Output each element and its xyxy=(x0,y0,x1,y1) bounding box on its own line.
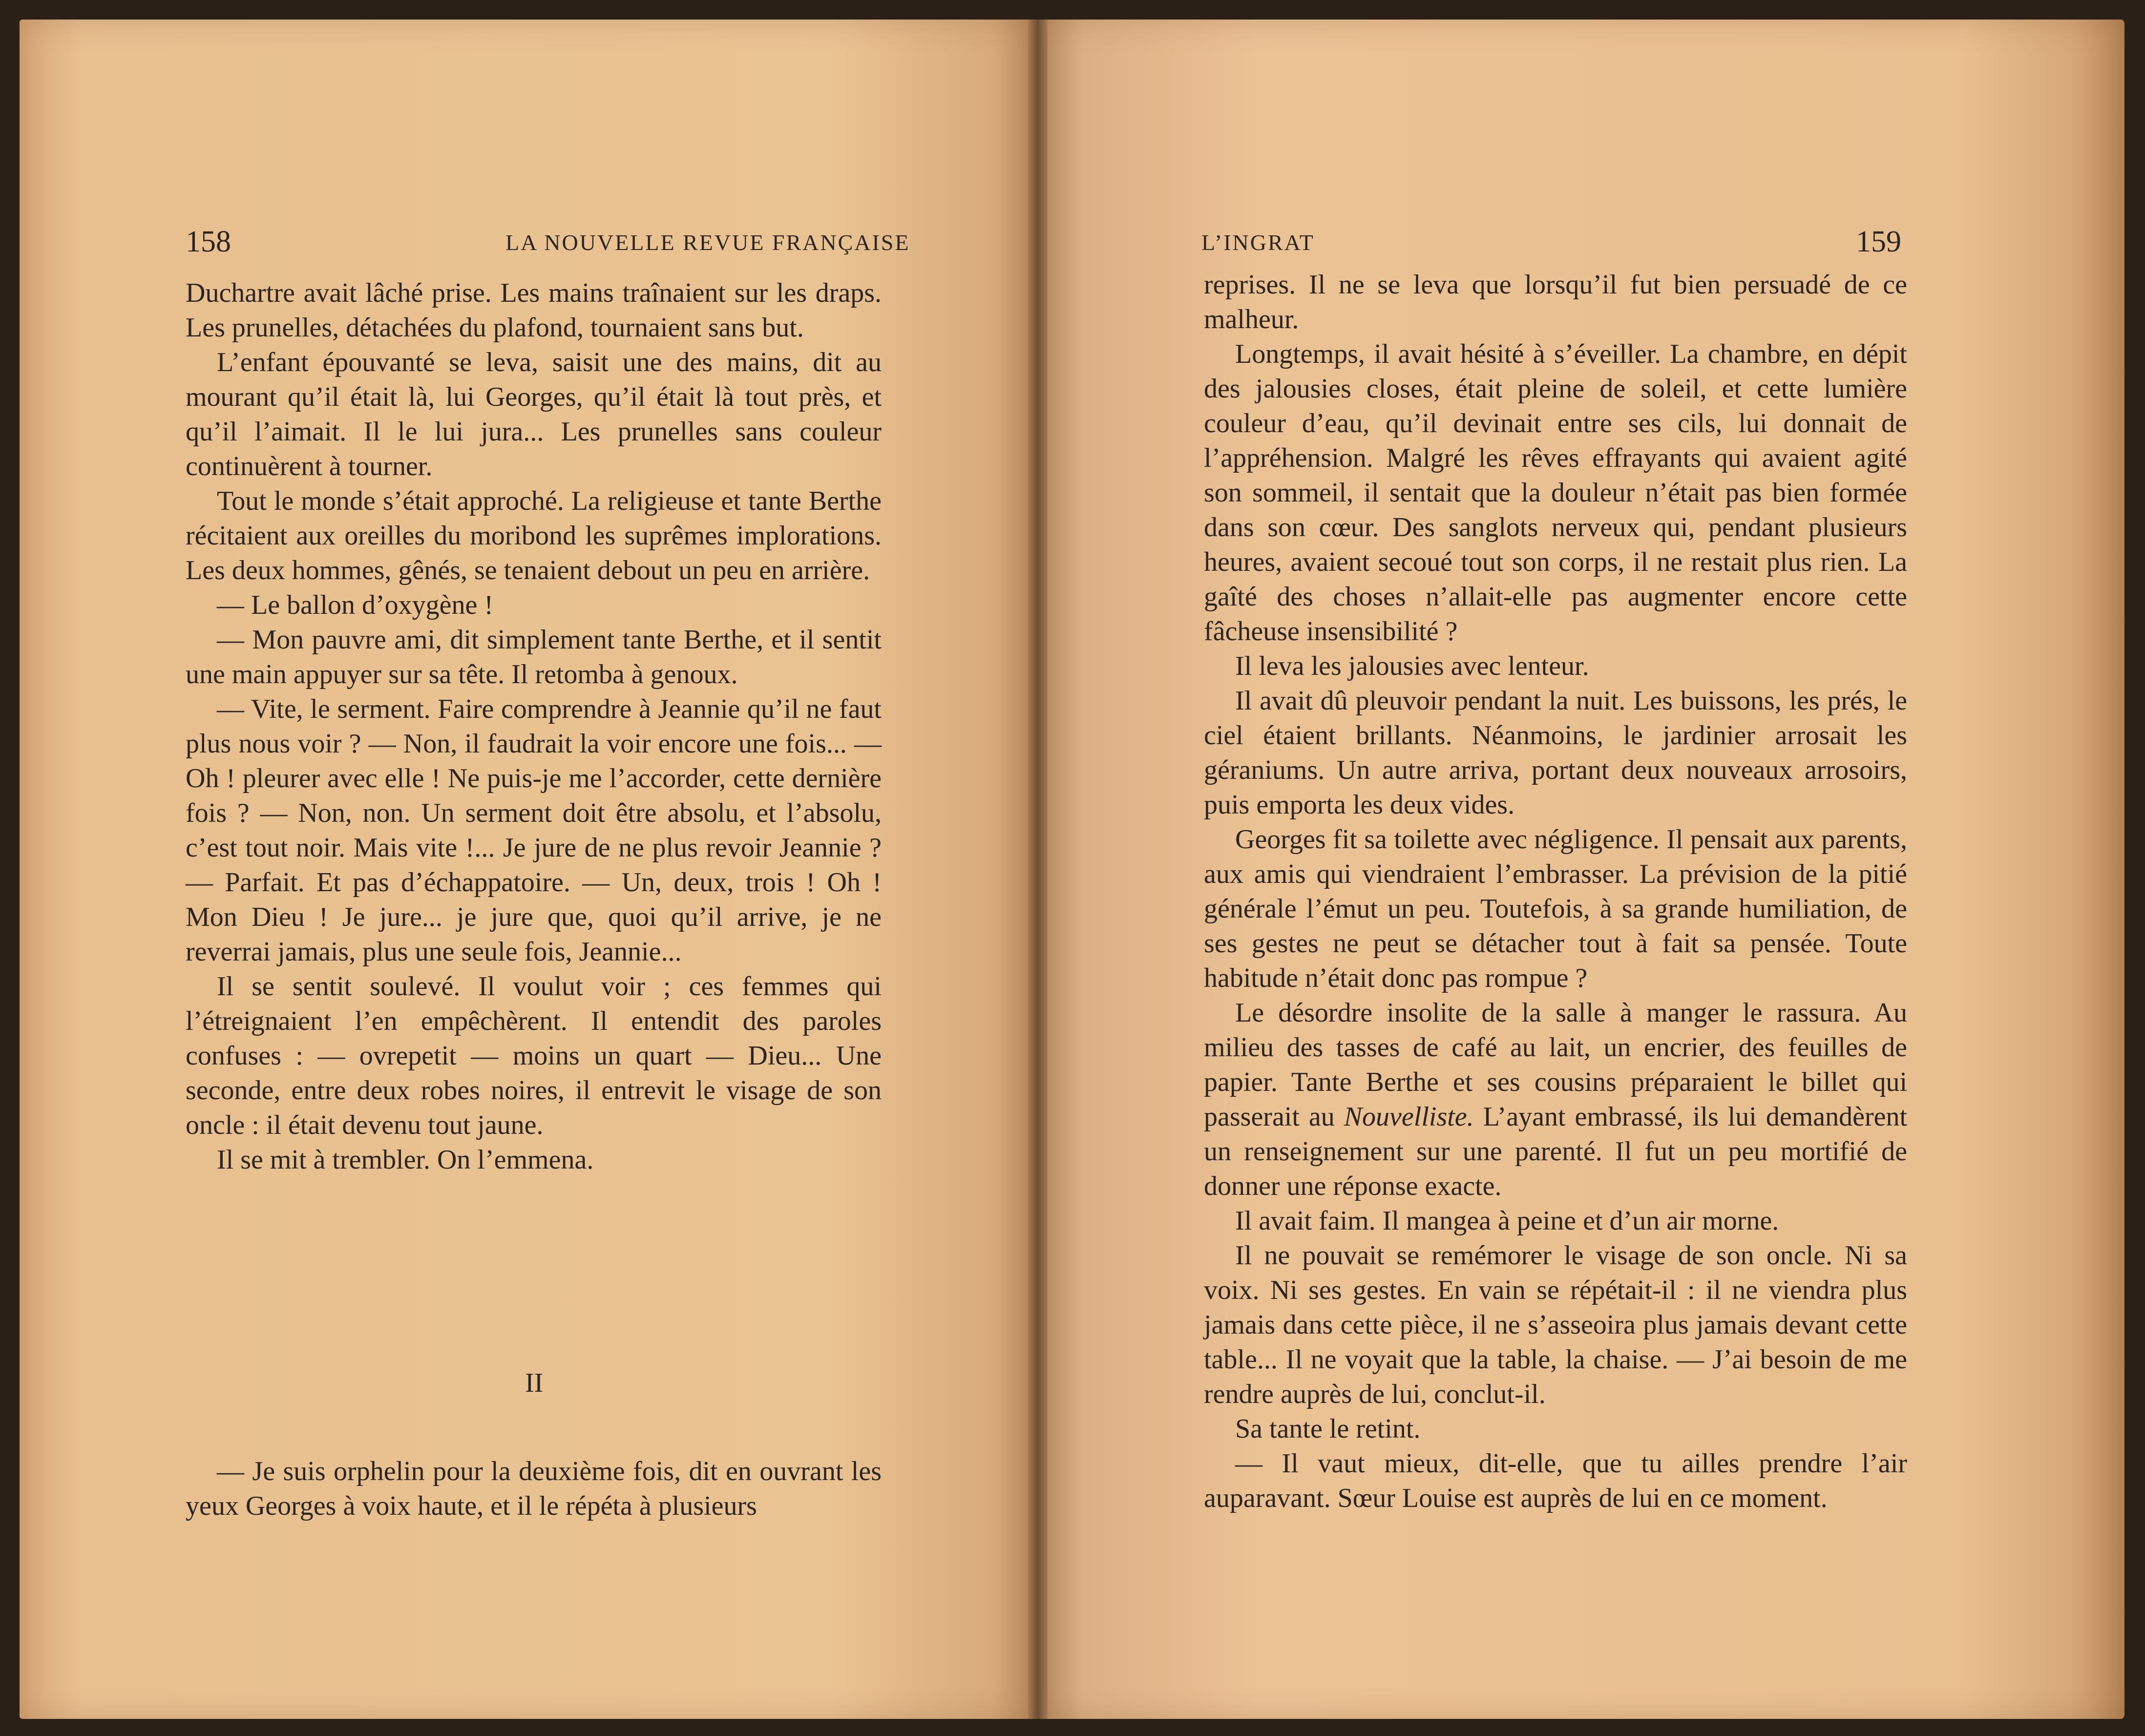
paragraph: Il se sentit soulevé. Il voulut voir ; ces femmes qui l’étreignaient l’en empêchèrent. Il entendit des paroles confuses : — ovrepetit — moins un quart — Dieu... Une seconde, entre deux robes noires, il entrevit le visage de son oncle : il était devenu tout jaune. xyxy=(186,971,882,1140)
book-gutter xyxy=(1028,20,1048,1719)
paragraph: Il ne pouvait se remémorer le visage de son oncle. Ni sa voix. Ni ses gestes. En vain se répétait-il : il ne viendra plus jamais dans cette pièce, il ne s’asseoira plus jamais devant cette table... Il ne voyait que la table, la chaise. — J’ai besoin de me rendre auprès de lui, conclut-il. xyxy=(1204,1240,1907,1409)
paragraph xyxy=(1204,996,1907,1204)
text-span: Le désordre insolite de la salle à manger le rassura. Au milieu des tasses de café au lait, un encrier, des feuilles de papier. Tante Berthe et ses cousins préparaient le billet qui passerait au xyxy=(1204,998,1907,1132)
paragraph: — Le ballon d’oxygène ! xyxy=(217,590,494,620)
section-title: II xyxy=(525,1368,544,1398)
paragraph: Sa tante le retint. xyxy=(1235,1414,1421,1444)
paragraph: Il se mit à trembler. On l’emmena. xyxy=(217,1145,594,1175)
paragraph: — Mon pauvre ami, dit simplement tante Berthe, et il sentit une main appuyer sur sa tête. Il retomba à genoux. xyxy=(186,625,882,690)
paragraph: Duchartre avait lâché prise. Les mains traînaient sur les draps. Les prunelles, détachées du plafond, tournaient sans but. xyxy=(186,278,882,343)
paragraph: — Vite, le serment. Faire comprendre à Jeannie qu’il ne faut plus nous voir ? — Non, il faudrait la voir encore une fois... — Oh ! pleurer avec elle ! Ne puis-je me l’accorder, cette dernière fois ? — Non, non. Un serment doit être absolu, et l’absolu, c’est tout noir. Mais vite !... Je jure de ne plus revoir Jeannie ? — Parfait. Et pas d’échappatoire. — Un, deux, trois ! Oh ! Mon Dieu ! Je jure... je jure que, quoi qu’il arrive, je ne reverrai jamais, plus une seule fois, Jeannie... xyxy=(186,694,882,967)
paragraph: — Il vaut mieux, dit-elle, que tu ailles prendre l’air auparavant. Sœur Louise est auprès de lui en ce moment. xyxy=(1204,1448,1907,1513)
paragraph: Georges fit sa toilette avec négligence. Il pensait aux parents, aux amis qui viendraient l’embrasser. La prévision de la pitié générale l’émut un peu. Toutefois, à sa grande humiliation, de ses gestes ne peut se détacher tout à fait sa pensée. Toute habitude n’était donc pas rompue ? xyxy=(1204,824,1907,993)
running-head-left: LA NOUVELLE REVUE FRANÇAISE xyxy=(505,230,910,255)
left-page-text xyxy=(186,276,882,1177)
paragraph: Longtemps, il avait hésité à s’éveiller. La chambre, en dépit des jalousies closes, était pleine de soleil, et cette lumière couleur d’eau, qu’il devinait entre ses cils, lui donnait de l’appréhension. Malgré les rêves effrayants qui avaient agité son sommeil, il sentait que la douleur n’était pas bien formée dans son cœur. Des sanglots nerveux qui, pendant plusieurs heures, avaient secoué tout son corps, il ne restait plus rien. La gaîté des choses n’allait-elle pas augmenter encore cette fâcheuse insensibilité ? xyxy=(1204,339,1907,647)
italic-title: Nouvelliste. xyxy=(1344,1102,1474,1132)
paragraph: — Je suis orphelin pour la deuxième fois, dit en ouvrant les yeux Georges à voix haute, et il le répéta à plusieurs xyxy=(186,1456,882,1521)
page-number-left: 158 xyxy=(186,225,231,258)
paragraph: Tout le monde s’était approché. La religieuse et tante Berthe récitaient aux oreilles du moribond les suprêmes implorations. Les deux hommes, gênés, se tenaient debout un peu en arrière. xyxy=(186,486,882,586)
paragraph: L’enfant épouvanté se leva, saisit une des mains, dit au mourant qu’il était là, lui Georges, qu’il était là tout près, et qu’il l’aimait. Il le lui jura... Les prunelles sans couleur continuèrent à tourner. xyxy=(186,347,882,481)
paragraph: Il avait faim. Il mangea à peine et d’un air morne. xyxy=(1235,1206,1779,1236)
paragraph: Il avait dû pleuvoir pendant la nuit. Les buissons, les prés, le ciel étaient brillants. Néanmoins, le jardinier arrosait les géraniums. Un autre arriva, portant deux nouveaux arrosoirs, puis emporta les deux vides. xyxy=(1204,686,1907,820)
running-head-right: L’INGRAT xyxy=(1201,230,1315,255)
right-page-text xyxy=(1204,268,1907,1516)
paragraph: Il leva les jalousies avec lenteur. xyxy=(1235,651,1589,681)
text-span: L’ayant embrassé, ils lui demandèrent un renseignement sur une parenté. Il fut un peu mortifié de donner une réponse exacte. xyxy=(1204,1102,1908,1201)
paragraph: reprises. Il ne se leva que lorsqu’il fut bien persuadé de ce malheur. xyxy=(1204,270,1907,335)
section-text xyxy=(186,1454,882,1524)
page-number-right: 159 xyxy=(1856,225,1901,258)
